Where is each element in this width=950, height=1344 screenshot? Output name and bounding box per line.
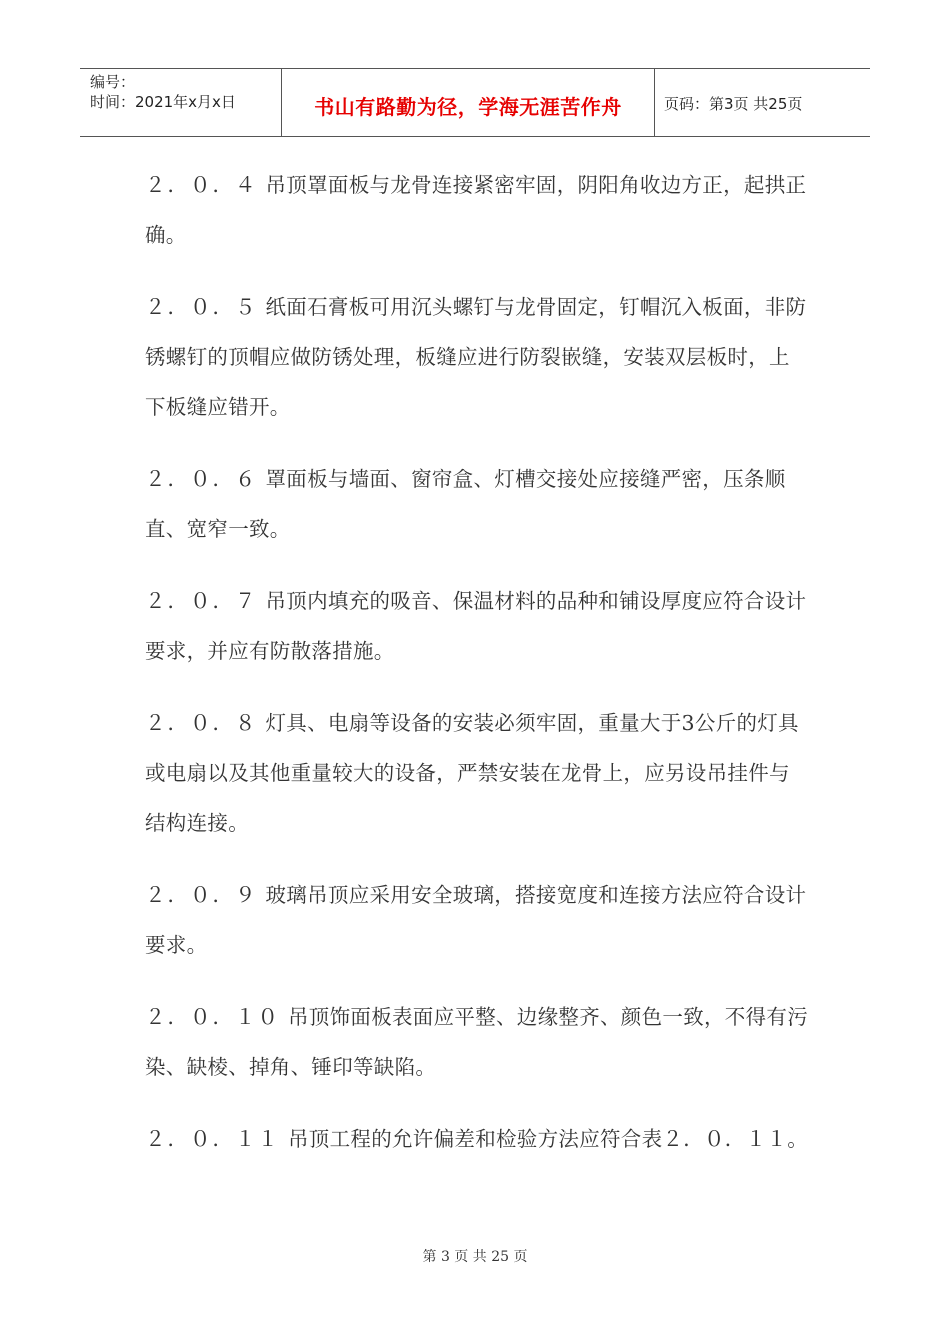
clause-paragraph: [145, 870, 810, 970]
document-body: [145, 160, 810, 1186]
time-line: 时间：2021年x月x日: [90, 93, 236, 111]
header-middle-cell: [282, 69, 655, 136]
clause-paragraph: [145, 160, 810, 260]
clause-paragraph: [145, 576, 810, 676]
clause-text: 吊顶饰面板表面应平整、边缘整齐、颜色一致，不得有污染、缺棱、掉角、锤印等缺陷。: [145, 1005, 808, 1079]
clause-text: 罩面板与墙面、窗帘盒、灯槽交接处应接缝严密，压条顺直、宽窄一致。: [145, 467, 786, 541]
clause-text: 玻璃吊顶应采用安全玻璃，搭接宽度和连接方法应符合设计要求。: [145, 883, 807, 957]
page-header: [80, 68, 870, 137]
clause-number: ２．０．９: [145, 883, 258, 907]
page-footer: 第 3 页 共 25 页: [422, 1249, 528, 1265]
clause-text: 吊顶工程的允许偏差和检验方法应符合表２．０．１１。: [288, 1127, 808, 1151]
clause-number: ２．０．６: [145, 467, 258, 491]
header-right-cell: [655, 69, 870, 136]
clause-number: ２．０．４: [145, 173, 258, 197]
clause-number: ２．０．７: [145, 589, 258, 613]
header-left-cell: [80, 69, 282, 136]
clause-text: 吊顶罩面板与龙骨连接紧密牢固，阴阳角收边方正，起拱正确。: [145, 173, 807, 247]
clause-paragraph: [145, 454, 810, 554]
clause-number: ２．０．１１: [145, 1127, 280, 1151]
clause-paragraph: [145, 992, 810, 1092]
clause-paragraph: [145, 282, 810, 432]
clause-number: ２．０．８: [145, 711, 258, 735]
clause-text: 吊顶内填充的吸音、保温材料的品种和铺设厚度应符合设计要求，并应有防散落措施。: [145, 589, 807, 663]
clause-number: ２．０．５: [145, 295, 258, 319]
code-label: 编号：: [90, 73, 136, 91]
clause-text: 纸面石膏板可用沉头螺钉与龙骨固定，钉帽沉入板面，非防锈螺钉的顶帽应做防锈处理，板缝应进行防裂嵌缝，安装双层板时，上下板缝应错开。: [145, 295, 807, 419]
header-motto: 书山有路勤为径，学海无涯苦作舟: [314, 95, 622, 119]
clause-paragraph: [145, 1114, 810, 1164]
clause-number: ２．０．１０: [145, 1005, 280, 1029]
clause-paragraph: [145, 698, 810, 848]
header-page-info: 页码：第3页 共25页: [664, 95, 803, 113]
clause-text: 灯具、电扇等设备的安装必须牢固，重量大于3公斤的灯具或电扇以及其他重量较大的设备，严禁安装在龙骨上，应另设吊挂件与结构连接。: [145, 711, 799, 835]
